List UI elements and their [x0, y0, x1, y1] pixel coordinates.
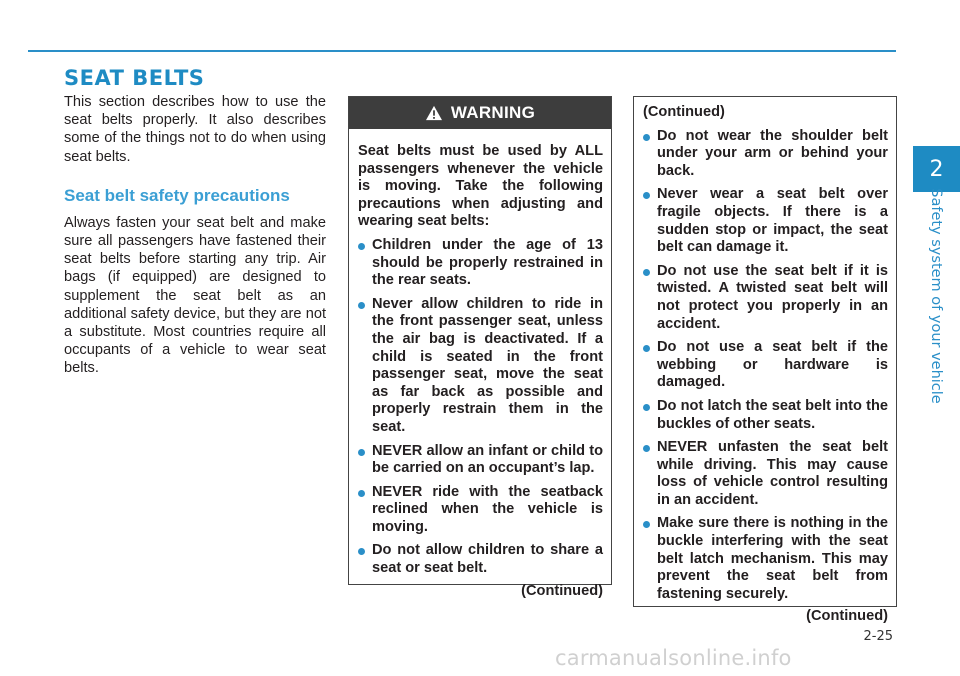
continued-label: (Continued): [806, 608, 888, 625]
intro-paragraph: This section describes how to use the seat belts properly. It also describes some of the things not to do when using seat belts.: [64, 94, 326, 165]
list-item: Do not use the seat belt if it is twisted. A twisted seat belt will not protect you properly in an accident.: [643, 263, 888, 333]
bullet-dot: [643, 192, 650, 199]
bullet-dot: [643, 269, 650, 276]
chapter-tab: 2: [913, 146, 960, 192]
chapter-title: Safety system of your vehicle: [928, 188, 944, 404]
bullet-dot: [643, 134, 650, 141]
continued-label: (Continued): [521, 582, 603, 599]
list-item: NEVER ride with the seatback reclined when the vehicle is moving.: [358, 484, 603, 537]
warning-intro: Seat belts must be used by ALL passengers whenever the vehicle is moving. Take the following precautions when adjusting and wearing seat belts:: [358, 143, 603, 230]
bullet-dot: [358, 490, 365, 497]
list-item: Never allow children to ride in the front passenger seat, unless the air bag is deactivated. If a child is seated in the front passenger seat, move the seat as far back as possible and properly restrain them in the seat.: [358, 296, 603, 437]
section-title: SEAT BELTS: [64, 66, 205, 90]
warning-header: [349, 97, 611, 129]
list-item: Do not allow children to share a seat or seat belt.: [358, 542, 603, 577]
page-number: 2-25: [863, 629, 893, 644]
precautions-heading: Seat belt safety precautions: [64, 185, 290, 205]
warning-triangle-icon: [425, 105, 443, 121]
bullet-dot: [643, 521, 650, 528]
bullet-dot: [358, 548, 365, 555]
bullet-dot: [358, 302, 365, 309]
watermark: carmanualsonline.info: [555, 646, 792, 670]
warning-box: [348, 96, 612, 599]
continued-warning-box: [633, 96, 897, 625]
list-item: Make sure there is nothing in the buckle interfering with the seat belt latch mechanism. This may prevent the seat belt from fastening securely.: [643, 515, 888, 603]
left-column: [64, 93, 326, 378]
bullet-dot: [643, 345, 650, 352]
warning-title: WARNING: [450, 103, 536, 122]
list-item: Children under the age of 13 should be properly restrained in the rear seats.: [358, 237, 603, 290]
bullet-dot: [358, 449, 365, 456]
bullet-dot: [643, 445, 650, 452]
top-rule: [28, 50, 896, 52]
list-item: NEVER allow an infant or child to be carried on an occupant’s lap.: [358, 443, 603, 478]
list-item: NEVER unfasten the seat belt while driving. This may cause loss of vehicle control resulting in an accident.: [643, 439, 888, 509]
list-item: Never wear a seat belt over fragile objects. If there is a sudden stop or impact, the seat belt can damage it.: [643, 186, 888, 256]
bullet-dot: [643, 404, 650, 411]
list-item: Do not latch the seat belt into the buckles of other seats.: [643, 398, 888, 433]
bullet-dot: [358, 243, 365, 250]
list-item: Do not use a seat belt if the webbing or hardware is damaged.: [643, 339, 888, 392]
continued-heading: (Continued): [643, 104, 725, 120]
continued-bullet-list: [643, 128, 888, 604]
list-item: Do not wear the shoulder belt under your arm or behind your back.: [643, 128, 888, 181]
warning-bullet-list: [358, 237, 603, 578]
continued-body: [634, 97, 896, 626]
precautions-paragraph: Always fasten your seat belt and make sure all passengers have fastened their seat belts before starting any trip. Air bags (if equipped) are designed to supplement the seat belt as an additional safety device, but they are not a substitute. Most countries require all occupants of a vehicle to wear seat belts.: [64, 214, 326, 377]
warning-body: [349, 129, 611, 600]
